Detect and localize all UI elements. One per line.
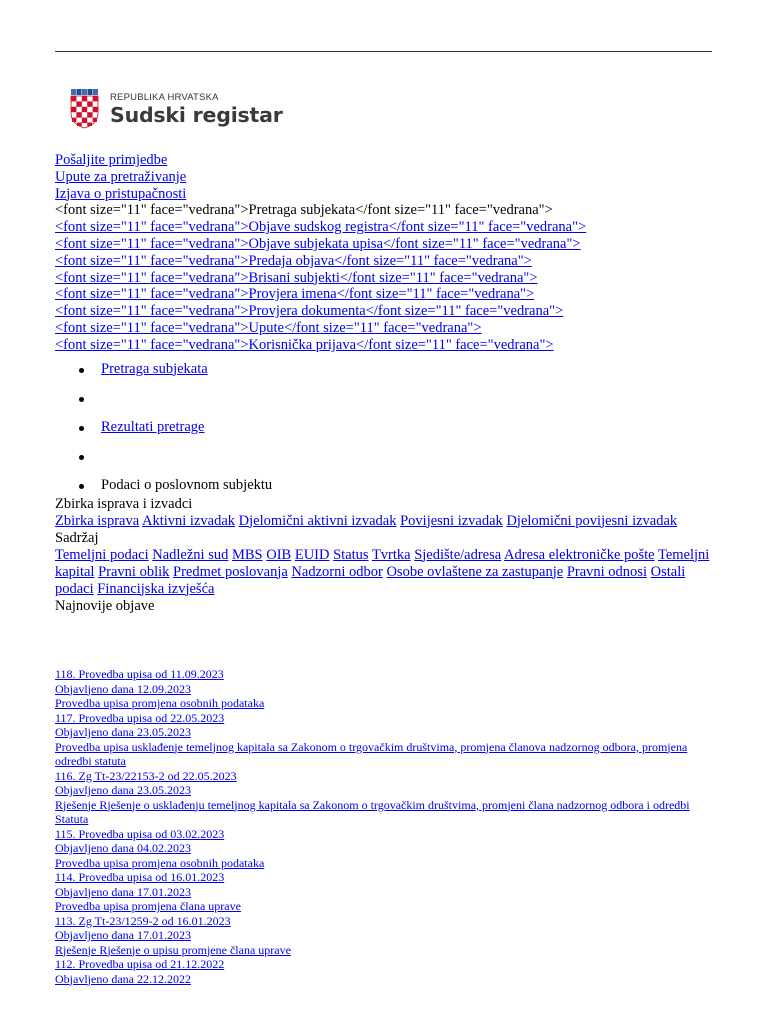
latest-heading: Najnovije objave xyxy=(55,597,155,614)
publication-title-link[interactable]: 114. Provedba upisa od 16.01.2023 xyxy=(55,870,225,884)
menu-item-brisani-subjekti[interactable]: <font size="11" face="vedrana">Brisani subjekti</font size="11" face="vedrana"> xyxy=(55,269,538,286)
publication-title-link[interactable]: 115. Provedba upisa od 03.02.2023 xyxy=(55,826,225,841)
breadcrumb-results-link[interactable]: Rezultati pretrage xyxy=(101,418,205,435)
logo-title: Sudski registar xyxy=(110,103,283,127)
osobe-ovlastene-link[interactable]: Osobe ovlaštene za zastupanje xyxy=(386,563,564,580)
accessibility-statement-link[interactable]: Izjava o pristupačnosti xyxy=(55,185,187,202)
latest-publications-list xyxy=(55,667,715,986)
publication-title-link[interactable]: 116. Zg Tt-23/22153-2 od 22.05.2023 xyxy=(55,768,237,783)
menu-item-objave-subjekata-upisa[interactable]: <font size="11" face="vedrana">Objave subjekata upisa</font size="11" face="vedrana"> xyxy=(55,235,581,252)
sjediste-adresa-link[interactable]: Sjedište/adresa xyxy=(414,546,502,563)
aktivni-izvadak-link[interactable]: Aktivni izvadak xyxy=(141,512,236,529)
publication-date-link[interactable]: Objavljeno dana 17.01.2023 xyxy=(55,884,191,899)
pravni-odnosi-link[interactable]: Pravni odnosi xyxy=(566,563,647,580)
publication-desc-link[interactable]: Provedba upisa promjena osobnih podataka xyxy=(55,855,265,870)
breadcrumb-item-empty xyxy=(55,390,715,419)
publication-desc-link[interactable]: Rješenje Rješenje o upisu promjene člana uprave xyxy=(55,942,291,957)
publication-date-link[interactable]: Objavljeno dana 22.12.2022 xyxy=(55,971,191,986)
povijesni-izvadak-link[interactable]: Povijesni izvadak xyxy=(400,512,503,529)
adresa-elektronicke-poste-link[interactable]: Adresa elektroničke pošte xyxy=(504,546,655,563)
zbirka-isprava-link[interactable]: Zbirka isprava xyxy=(55,512,140,529)
publication-date-link[interactable]: Objavljeno dana 04.02.2023 xyxy=(55,841,191,855)
contents-heading: Sadržaj xyxy=(55,529,99,546)
menu-item-korisnicka-prijava[interactable]: <font size="11" face="vedrana">Korisnička prijava</font size="11" face="vedrana"> xyxy=(55,336,554,353)
menu-item-provjera-imena[interactable]: <font size="11" face="vedrana">Provjera imena</font size="11" face="vedrana"> xyxy=(55,286,535,303)
search-instructions-link[interactable]: Upute za pretraživanje xyxy=(55,168,187,185)
publication-title-link[interactable]: 113. Zg Tt-23/1259-2 od 16.01.2023 xyxy=(55,913,231,928)
breadcrumb-search-link[interactable]: Pretraga subjekata xyxy=(101,360,208,377)
breadcrumb-item-empty xyxy=(55,448,715,477)
tvrtka-link[interactable]: Tvrtka xyxy=(371,546,411,563)
publication-date-link[interactable]: Objavljeno dana 12.09.2023 xyxy=(55,681,191,696)
publication-date-link[interactable]: Objavljeno dana 23.05.2023 xyxy=(55,725,191,739)
publication-desc-link[interactable]: Provedba upisa usklađenje temeljnog kapitala sa Zakonom o trgovačkim društvima, promjena članova nadzornog odbora, promjena odredbi statuta xyxy=(55,739,688,768)
financijska-izvjesca-link[interactable]: Financijska izvješća xyxy=(97,580,215,597)
publication-desc-link[interactable]: Provedba upisa promjena osobnih podataka xyxy=(55,696,265,710)
menu-item-provjera-dokumenta[interactable]: <font size="11" face="vedrana">Provjera dokumenta</font size="11" face="vedrana"> xyxy=(55,303,564,320)
breadcrumb-item xyxy=(55,419,715,448)
nadlezni-sud-link[interactable]: Nadležni sud xyxy=(152,546,229,563)
collection-links xyxy=(55,513,715,530)
euid-link[interactable]: EUID xyxy=(294,546,330,563)
temeljni-kapital-link[interactable]: Temeljni kapital xyxy=(55,546,710,580)
djelomicni-aktivni-izvadak-link[interactable]: Djelomični aktivni izvadak xyxy=(238,512,397,529)
collection-heading: Zbirka isprava i izvadci xyxy=(55,495,193,512)
publication-date-link[interactable]: Objavljeno dana 17.01.2023 xyxy=(55,928,191,942)
predmet-poslovanja-link[interactable]: Predmet poslovanja xyxy=(173,563,288,580)
logo-subtitle: REPUBLIKA HRVATSKA xyxy=(110,92,219,103)
menu-item-pretraga-subjekata: <font size="11" face="vedrana">Pretraga subjekata</font size="11" face="vedrana"> xyxy=(55,202,553,219)
publication-desc-link[interactable]: Provedba upisa promjena člana uprave xyxy=(55,899,241,913)
publication-date-link[interactable]: Objavljeno dana 23.05.2023 xyxy=(55,783,191,797)
publication-title-link[interactable]: 112. Provedba upisa od 21.12.2022 xyxy=(55,957,225,971)
main-content xyxy=(55,152,715,615)
oib-link[interactable]: OIB xyxy=(266,546,292,563)
menu-item-predaja-objava[interactable]: <font size="11" face="vedrana">Predaja objava</font size="11" face="vedrana"> xyxy=(55,252,532,269)
breadcrumb-current: Podaci o poslovnom subjektu xyxy=(55,477,715,506)
nadzorni-odbor-link[interactable]: Nadzorni odbor xyxy=(291,563,383,580)
send-feedback-link[interactable]: Pošaljite primjedbe xyxy=(55,152,168,168)
menu-item-objave-sudskog-registra[interactable]: <font size="11" face="vedrana">Objave sudskog registra</font size="11" face="vedrana"> xyxy=(55,219,587,236)
ostali-podaci-link[interactable]: Ostali podaci xyxy=(55,563,686,597)
djelomicni-povijesni-izvadak-link[interactable]: Djelomični povijesni izvadak xyxy=(506,512,678,529)
pravni-oblik-link[interactable]: Pravni oblik xyxy=(98,563,170,580)
top-divider xyxy=(55,51,712,52)
publication-desc-link[interactable]: Rješenje Rješenje o usklađenju temeljnog kapitala sa Zakonom o trgovačkim društvima, promjeni člana nadzornog odbora i odredbi Statuta xyxy=(55,797,690,826)
publication-title-link[interactable]: 117. Provedba upisa od 22.05.2023 xyxy=(55,710,225,725)
breadcrumb-item xyxy=(55,361,715,390)
menu-item-upute[interactable]: <font size="11" face="vedrana">Upute</font size="11" face="vedrana"> xyxy=(55,319,482,336)
temeljni-podaci-link[interactable]: Temeljni podaci xyxy=(55,546,149,563)
mbs-link[interactable]: MBS xyxy=(231,546,263,563)
croatian-coat-of-arms-icon xyxy=(68,89,102,129)
contents-links xyxy=(55,547,715,598)
breadcrumb xyxy=(55,361,715,507)
publication-title-link[interactable]: 118. Provedba upisa od 11.09.2023 xyxy=(55,667,224,681)
status-link[interactable]: Status xyxy=(333,546,369,563)
